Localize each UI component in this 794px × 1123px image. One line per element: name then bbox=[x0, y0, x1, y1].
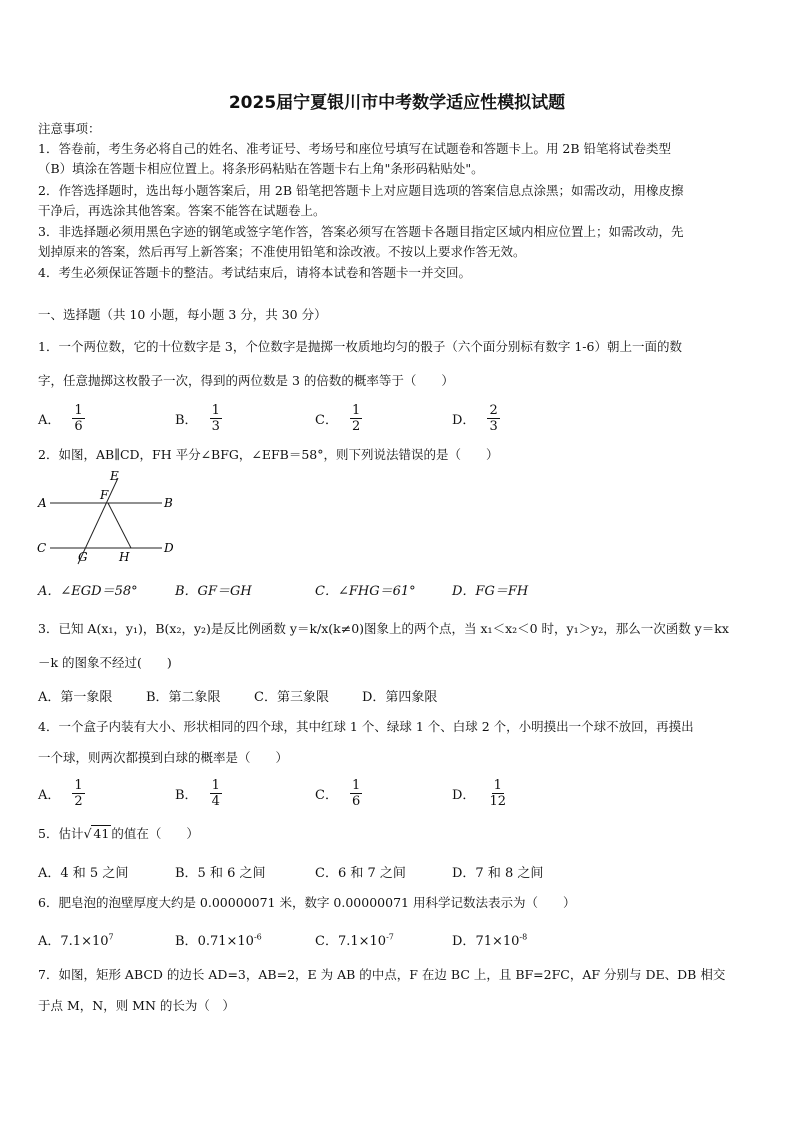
option-label: A． bbox=[38, 787, 61, 803]
geometry-figure bbox=[34, 468, 194, 576]
question-7-line-2: 于点 M，N，则 MN 的长为（ ） bbox=[38, 998, 235, 1013]
option-d[interactable] bbox=[452, 773, 508, 813]
option-label: C． bbox=[315, 412, 338, 428]
fraction bbox=[72, 778, 84, 809]
question-4-options bbox=[38, 773, 760, 813]
denominator: 2 bbox=[74, 793, 83, 809]
option-a[interactable]: A．4 和 5 之间 bbox=[38, 866, 129, 881]
notice-line: （B）填涂在答题卡相应位置上。将条形码粘贴在答题卡右上角"条形码粘贴处"。 bbox=[38, 161, 484, 176]
fraction bbox=[350, 403, 362, 434]
option-c[interactable] bbox=[315, 930, 394, 949]
notice-line: 划掉原来的答案，然后再写上新答案；不准使用铅笔和涂改液。不按以上要求作答无效。 bbox=[38, 244, 526, 259]
option-a[interactable] bbox=[38, 930, 114, 949]
sqrt-expression: √ 41 bbox=[83, 826, 110, 841]
denominator: 3 bbox=[211, 418, 220, 434]
exponent: 7 bbox=[108, 932, 114, 942]
option-label: A． bbox=[38, 412, 61, 428]
option-d[interactable]: D．7 和 8 之间 bbox=[452, 866, 544, 881]
fraction bbox=[210, 778, 222, 809]
label-f: F bbox=[100, 488, 109, 502]
question-2-options bbox=[38, 580, 760, 600]
question-3-line-2: －k 的图象不经过( ) bbox=[38, 655, 172, 670]
question-5-line-1 bbox=[38, 825, 760, 843]
question-6-options bbox=[38, 930, 760, 950]
label-d: D bbox=[164, 541, 174, 555]
option-d[interactable]: D．第四象限 bbox=[362, 690, 438, 705]
option-b[interactable] bbox=[175, 773, 222, 813]
notice-line: 干净后，再选涂其他答案。答案不能答在试题卷上。 bbox=[38, 203, 326, 218]
option-b[interactable] bbox=[175, 930, 262, 949]
option-label: C． bbox=[315, 934, 338, 949]
option-label: D． bbox=[452, 934, 476, 949]
label-c: C bbox=[37, 541, 47, 555]
base: 0.71×10 bbox=[197, 934, 254, 949]
question-3-options bbox=[38, 686, 760, 706]
notice-line: 2．作答选择题时，选出每小题答案后，用 2B 铅笔把答题卡上对应题目选项的答案信息点涂黑；如需改动，用橡皮擦 bbox=[38, 183, 684, 198]
question-4-line-2: 一个球，则两次都摸到白球的概率是（ ） bbox=[38, 750, 289, 765]
question-7-line-1: 7．如图，矩形 ABCD 的边长 AD=3，AB=2，E 为 AB 的中点，F 在边 BC 上，且 BF=2FC，AF 分别与 DE、DB 相交 bbox=[38, 967, 726, 982]
label-a: A bbox=[38, 496, 47, 510]
denominator: 4 bbox=[211, 793, 220, 809]
fraction bbox=[487, 778, 508, 809]
question-4-line-1: 4．一个盒子内装有大小、形状相同的四个球，其中红球 1 个、绿球 1 个、白球 2 个，小明摸出一个球不放回，再摸出 bbox=[38, 719, 694, 734]
question-1-line-2: 字，任意抛掷这枚骰子一次，得到的两位数是 3 的倍数的概率等于（ ） bbox=[38, 373, 454, 388]
fraction bbox=[72, 403, 84, 434]
option-c[interactable] bbox=[315, 398, 362, 438]
option-label: A． bbox=[38, 934, 61, 949]
option-b[interactable]: B．第二象限 bbox=[146, 690, 221, 705]
option-c[interactable]: C．第三象限 bbox=[254, 690, 329, 705]
numerator: 1 bbox=[211, 777, 220, 793]
option-a[interactable]: A．∠EGD＝58° bbox=[38, 584, 138, 599]
section-heading: 一、选择题（共 10 小题，每小题 3 分，共 30 分） bbox=[38, 307, 327, 322]
numerator: 1 bbox=[74, 402, 83, 418]
question-3-line-1: 3．已知 A(x₁，y₁)，B(x₂，y₂)是反比例函数 y＝k/x(k≠0)图象上的两个点，当 x₁＜x₂＜0 时，y₁＞y₂，那么一次函数 y＝kx bbox=[38, 621, 729, 636]
denominator: 6 bbox=[74, 418, 83, 434]
option-c[interactable] bbox=[315, 773, 362, 813]
option-b[interactable] bbox=[175, 398, 222, 438]
notice-line: 3．非选择题必须用黑色字迹的钢笔或签字笔作答，答案必须写在答题卡各题目指定区域内相应位置上；如需改动，先 bbox=[38, 224, 684, 239]
numerator: 1 bbox=[74, 777, 83, 793]
denominator: 6 bbox=[351, 793, 361, 809]
notice-line: 4．考生必须保证答题卡的整洁。考试结束后，请将本试卷和答题卡一并交回。 bbox=[38, 265, 471, 280]
numerator: 1 bbox=[493, 777, 502, 793]
line-fh bbox=[108, 503, 131, 548]
question-6-line-1: 6．肥皂泡的泡壁厚度大约是 0.00000071 米，数字 0.00000071 用科学记数法表示为（ ） bbox=[38, 895, 576, 910]
fraction bbox=[487, 403, 499, 434]
option-d[interactable] bbox=[452, 930, 527, 949]
label-g: G bbox=[78, 550, 88, 564]
label-b: B bbox=[164, 496, 173, 510]
denominator: 3 bbox=[489, 418, 498, 434]
question-5-prefix: 5．估计 bbox=[38, 826, 84, 841]
base: 7.1×10 bbox=[60, 934, 109, 949]
question-1-options bbox=[38, 398, 760, 438]
option-label: D． bbox=[452, 787, 476, 803]
option-c[interactable]: C．∠FHG＝61° bbox=[315, 584, 416, 599]
option-d[interactable]: D．FG＝FH bbox=[452, 584, 529, 599]
option-a[interactable] bbox=[38, 398, 85, 438]
notice-line: 1．答卷前，考生务必将自己的姓名、准考证号、考场号和座位号填写在试题卷和答题卡上。用 2B 铅笔将试卷类型 bbox=[38, 141, 672, 156]
option-label: B． bbox=[175, 412, 198, 428]
denominator: 2 bbox=[351, 418, 361, 434]
question-5-suffix: 的值在（ ） bbox=[111, 826, 199, 841]
label-e: E bbox=[110, 469, 119, 483]
question-5-options bbox=[38, 862, 760, 882]
option-d[interactable] bbox=[452, 398, 500, 438]
question-1-line-1: 1．一个两位数，它的十位数字是 3，个位数字是抛掷一枚质地均匀的骰子（六个面分别标有数字 1-6）朝上一面的数 bbox=[38, 339, 682, 354]
option-b[interactable]: B．GF＝GH bbox=[175, 584, 252, 599]
question-2-line-1: 2．如图，AB∥CD，FH 平分∠BFG，∠EFB＝58°，则下列说法错误的是（ ） bbox=[38, 447, 499, 462]
radicand: 41 bbox=[93, 826, 110, 841]
option-label: B． bbox=[175, 934, 198, 949]
page-title: 2025届宁夏银川市中考数学适应性模拟试题 bbox=[228, 93, 566, 113]
option-label: D． bbox=[452, 412, 476, 428]
exponent: -7 bbox=[386, 932, 394, 942]
numerator: 1 bbox=[351, 402, 361, 418]
fraction bbox=[210, 403, 222, 434]
base: 7.1×10 bbox=[337, 934, 387, 949]
exponent: -6 bbox=[253, 932, 262, 942]
option-a[interactable]: A．第一象限 bbox=[38, 690, 113, 705]
fraction bbox=[350, 778, 362, 809]
label-h: H bbox=[119, 550, 130, 564]
option-b[interactable]: B．5 和 6 之间 bbox=[175, 866, 266, 881]
numerator: 2 bbox=[489, 402, 498, 418]
numerator: 1 bbox=[351, 777, 361, 793]
option-c[interactable]: C．6 和 7 之间 bbox=[315, 866, 406, 881]
option-label: C． bbox=[315, 787, 338, 803]
option-label: B． bbox=[175, 787, 198, 803]
base: 71×10 bbox=[475, 934, 520, 949]
numerator: 1 bbox=[211, 402, 220, 418]
exponent: -8 bbox=[519, 932, 528, 942]
denominator: 12 bbox=[489, 793, 506, 809]
option-a[interactable] bbox=[38, 773, 85, 813]
notice-heading: 注意事项： bbox=[38, 121, 101, 136]
